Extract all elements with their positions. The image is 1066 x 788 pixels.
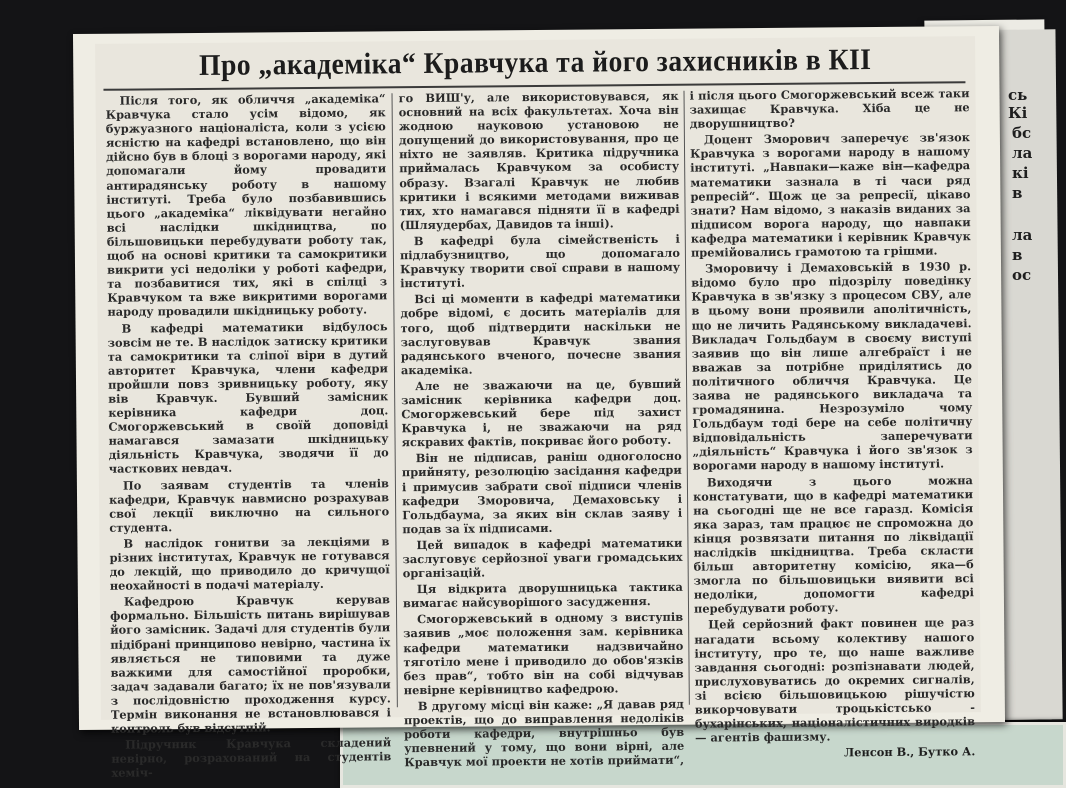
article-column-1 bbox=[105, 91, 392, 781]
paragraph: Підручник Кравчука складений невірно, розрахований на студентів хеміч- bbox=[111, 735, 392, 781]
paragraph: В наслідок гонитви за лекціями в різних інститутах, Кравчук не готувався до лекцій, що приводило до кричущої неохайності в подачі матеріалу. bbox=[109, 534, 390, 593]
column-divider bbox=[683, 91, 689, 705]
article-headline: Про „академіка“ Кравчука та його захисників в КІІ bbox=[198, 43, 872, 82]
paragraph: Він не підписав, раніш одноголосно прийняту, резолюцію засідання кафедри і примусив забрати свої підписи членів кафедри Зморовича, Демаховську і Гольдбаума, за яких він склав заяву і подав за їх підписами. bbox=[401, 449, 683, 537]
paragraph: Цей серйозний факт повинен ще раз нагадати всьому колективу нашого інституту, про те, що наше важливе завдання сьогодні: розпізнавати людей, прислуховуватись до окремих сигналів, зі всією більшовицькою рішучістю викорчовувати троцькістсько - бухарінських, націоналістичних виродків — агентів фашизму. bbox=[694, 615, 976, 745]
paragraph: і після цього Смогоржевський всеж таки захищає Кравчука. Хіба це не дворушництво? bbox=[689, 86, 970, 131]
fragment-line: Кі bbox=[1008, 104, 1028, 122]
paragraph: Але не зважаючи на це, бувший замісник керівника кафедри доц. Смогоржевський бере під захист Кравчука і, не зважаючи на ряд яскравих фактів, покриває його роботу. bbox=[401, 376, 682, 450]
paragraph: Кафедрою Кравчук керував формально. Більшість питань вирішував його замісник. Задачі для студентів були підібрані принципово невірно, частина їх являється не типовими та дуже важкими для самостійної проробки, задач задавали багато; їх не пов'язували з послідовністю проходження курсу. Термін виконання не встановлювався і контроль був відсутній. bbox=[110, 592, 391, 736]
paragraph: Смогоржевський в одному з виступів заявив „моє положення зам. керівника кафедри математики надзвичайно тяготіло мене і приводило до обов'язків без прав“, тобто він на собі відчував невірне керівництво кафедрою. bbox=[403, 610, 684, 698]
paragraph: го ВИШ'у, але використовувався, як основний на всіх факультетах. Хоча він жодною науковою установою не допущений до використовування, про це ніхто не заявляв. Критика підручника приймалась Кравчуком за особисту образу. Взагалі Кравчук не любив критики і всякими методами виживав тих, хто намагався підняти її в кафедрі (Шляудербах, Давидов та інші). bbox=[398, 88, 680, 233]
paragraph: Після того, як обличчя „академіка“ Кравчука стало усім відомо, як буржуазного націоналіста, коли з усією ясністю на кафедрі встановлено, що він дійсно був в блоці з ворогами народу, які допомагали йому провадити антирадянську роботу в нашому інституті. Треба було позбавившись цього „академіка“ ліквідувати негайно всі наслідки шкідництва, по більшовицьки перебудувати роботу так, щоб на основі критики та самокритики викрити усі недоліки у роботі кафедри, та позбавитися тих, які в спілці з Кравчуком та вже викритими ворогами народу провадили шкідницьку роботу. bbox=[105, 91, 388, 320]
fragment-line: ла bbox=[1012, 144, 1033, 162]
article-signature: Ленсон В., Бутко А. bbox=[844, 744, 976, 760]
clipping-mount bbox=[73, 26, 1005, 781]
paragraph: В другому місці він каже: „Я давав ряд проектів, що до виправлення недоліків роботи кафедри, внутрішньо був упевнений у тому, що вони вірні, але Кравчук мої проекти не хотів приймати“, bbox=[403, 696, 685, 770]
fragment-line: ос bbox=[1012, 266, 1032, 284]
paragraph: Виходячи з цього можна констатувати, що в кафедрі математики на сьогодні ще не все гаразд. Комісія яка зараз, там працює не спроможна до кінця розвязати питання по ліквідації наслідків шкідництва. Треба скласти більш авторитетну комісію, яка—б змогла по більшовицьки виявити всі недоліки, допомогти кафедрі перебудувати роботу. bbox=[692, 472, 974, 617]
newspaper-clipping bbox=[95, 36, 981, 781]
fragment-line: ла bbox=[1012, 226, 1033, 244]
paragraph: В кафедрі була сімейственість і підлабузництво, що допомагало Кравчуку творити свої справи в нашому інституті. bbox=[399, 231, 681, 291]
fragment-line: в bbox=[1012, 184, 1023, 202]
paragraph: По заявам студентів та членів кафедри, Кравчук навмисно розрахував свої лекції виключно на сильного студента. bbox=[108, 475, 390, 535]
paragraph: Ця відкрита дворушницька тактика вимагає найсуворішого засудження. bbox=[402, 579, 683, 611]
paragraph: В кафедрі математики відбулось зовсім не те. В наслідок затиску критики та самокритики та сліпої віри в дутий авторитет Кравчука, члени кафедри пройшли повз зривницьку роботу, яку вів Кравчук. Бувший замісник керівника кафедри доц. Смогоржевський в своїй доповіді намагався замазати шкідницьку діяльність Кравчука, зводячи її до часткових невдач. bbox=[107, 318, 389, 477]
fragment-line: бс bbox=[1012, 124, 1032, 142]
paragraph: Всі ці моменти в кафедрі математики добре відомі, є досить матеріалів для того, щоб підтвердити наскільки не заслуговував Кравчук звания радянського вченого, почесне звания академіка. bbox=[400, 290, 681, 377]
fragment-line: в bbox=[1012, 246, 1023, 264]
article-column-3 bbox=[689, 86, 976, 760]
paragraph: Цей випадок в кафедрі математики заслуговує серйозної уваги громадських організацій. bbox=[402, 535, 683, 581]
column-divider bbox=[392, 93, 398, 707]
fragment-line: сь bbox=[1008, 86, 1028, 104]
paragraph: Доцент Зморович заперечує зв'язок Кравчука з ворогами народу в нашому інституті. „Навпаки—каже він—кафедра математики зазнала в ті часи ряд репресій“. Щож це за репресії, цікаво знати? Нам відомо, з наказів виданих за підписом ворога народу, що навпаки кафедра математики і керівник Кравчук премійовались грамотою та грішми. bbox=[689, 130, 971, 260]
article-column-2 bbox=[398, 88, 685, 770]
paragraph: Зморовичу і Демаховській в 1930 р. відомо було про підозрілу поведінку Кравчука в зв'язку з процесом СВУ, але в цьому вони проявили аполітичність, що не личить Радянському викладачеві. Викладач Гольдбаум в своєму виступі заявив що він лише алгебраїст і не вважав за потрібне приділятись до політичного обличчя Кравчука. Це заява не радянського викладача та громадянина. Незрозуміло чому Гольдбаум тоді бере на себе політичну відповідальність заперечувати „діяльність“ Кравчука і його зв'язок з ворогами народу в нашому інституті. bbox=[691, 259, 973, 474]
fragment-line: кі bbox=[1012, 164, 1029, 182]
